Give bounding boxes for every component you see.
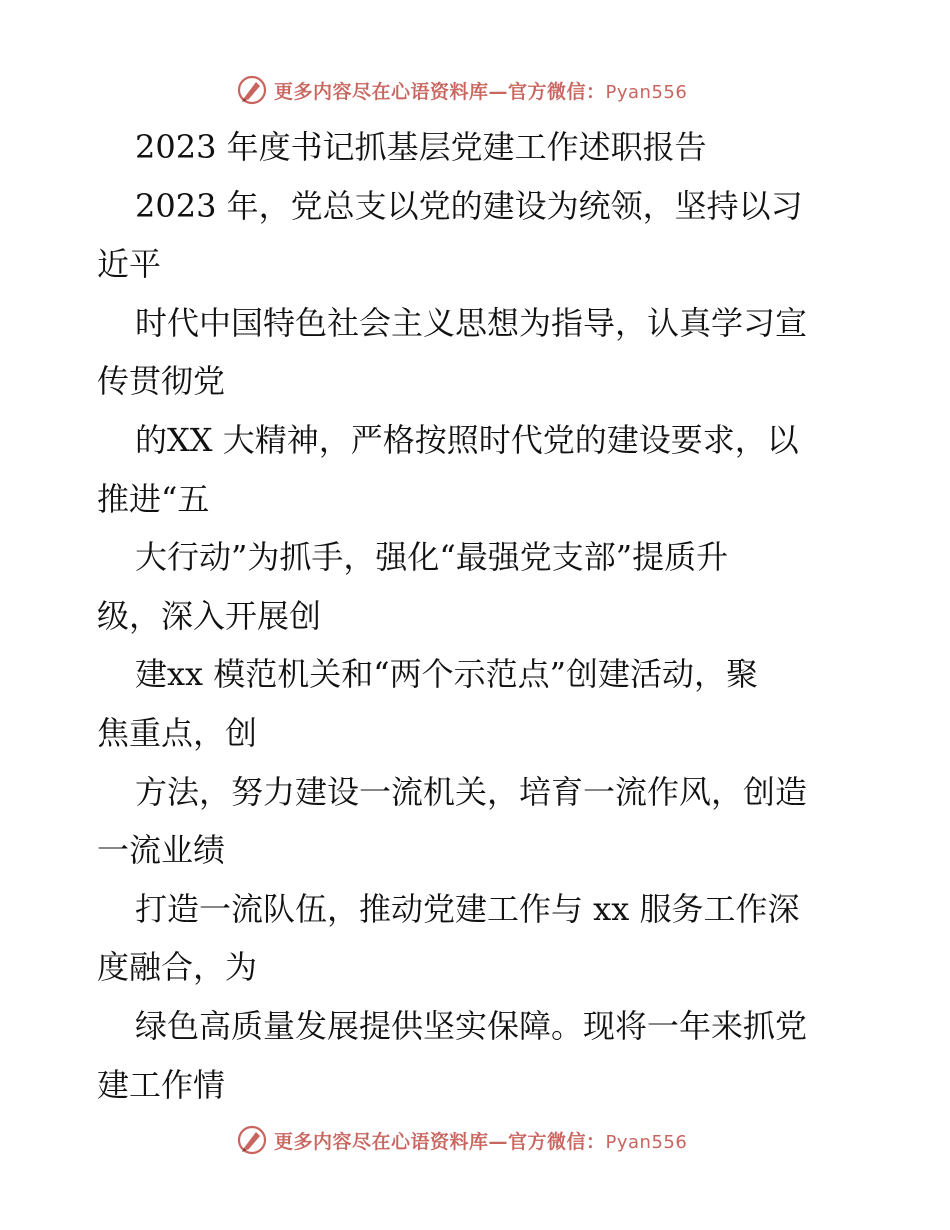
text-line: 级，深入开展创 bbox=[97, 596, 322, 635]
text-line: 打造一流队伍，推动党建工作与 xx 服务工作深 bbox=[135, 889, 800, 928]
text-line: 焦重点，创 bbox=[97, 713, 258, 752]
text-line: 推进“五 bbox=[97, 479, 210, 518]
watermark-wechat-id: Pyan556 bbox=[605, 81, 688, 103]
text-line: 传贯彻党 bbox=[97, 362, 226, 401]
watermark-wechat-id: Pyan556 bbox=[605, 1131, 688, 1153]
text-line: 的XX 大精神，严格按照时代党的建设要求，以 bbox=[135, 420, 799, 459]
text-line: 度融合，为 bbox=[97, 948, 258, 987]
document-title: 2023 年度书记抓基层党建工作述职报告 bbox=[135, 128, 707, 166]
text-line: 近平 bbox=[97, 245, 162, 284]
pen-logo-icon bbox=[236, 74, 268, 106]
text-line: 2023 年，党总支以党的建设为统领，坚持以习 bbox=[135, 186, 803, 225]
watermark-text: 更多内容尽在心语资料库—官方微信：Pyan556 bbox=[274, 1130, 688, 1153]
watermark-text: 更多内容尽在心语资料库—官方微信：Pyan556 bbox=[274, 80, 688, 103]
text-line: 一流业绩 bbox=[97, 831, 226, 870]
text-line: 时代中国特色社会主义思想为指导，认真学习宣 bbox=[135, 303, 808, 342]
document-body bbox=[97, 118, 867, 1114]
text-line: 大行动”为抓手，强化“最强党支部”提质升 bbox=[135, 538, 729, 577]
text-line: 绿色高质量发展提供坚实保障。现将一年来抓党 bbox=[135, 1006, 808, 1045]
watermark-header bbox=[236, 73, 687, 107]
text-line: 方法，努力建设一流机关，培育一流作风，创造 bbox=[135, 772, 808, 811]
text-line: 建工作情 bbox=[97, 1065, 226, 1104]
watermark-footer bbox=[236, 1123, 687, 1157]
text-line: 建xx 模范机关和“两个示范点”创建活动，聚 bbox=[135, 655, 758, 694]
pen-logo-icon bbox=[236, 1124, 268, 1156]
